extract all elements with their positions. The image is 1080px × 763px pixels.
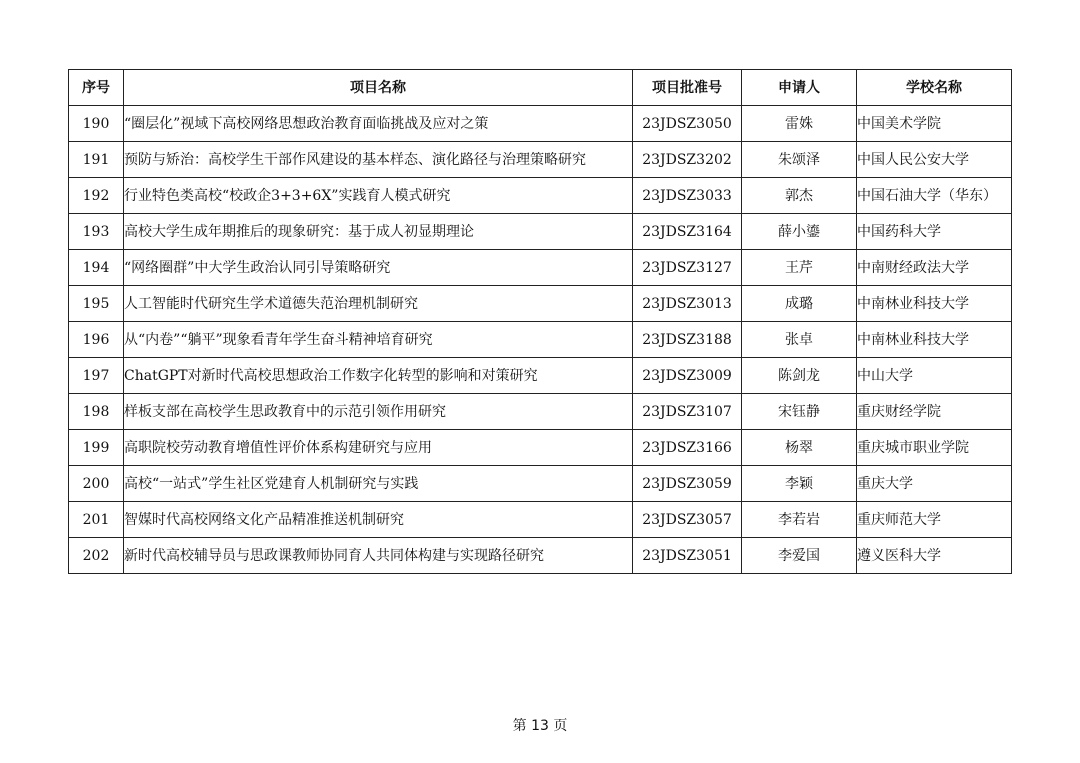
cell-school-name: 中国石油大学（华东） — [857, 178, 1012, 214]
table-row — [69, 178, 1012, 214]
cell-applicant: 杨翠 — [742, 430, 857, 466]
cell-project-name: 智媒时代高校网络文化产品精准推送机制研究 — [124, 502, 633, 538]
cell-approval-number: 23JDSZ3051 — [633, 538, 742, 574]
cell-school-name: 中南林业科技大学 — [857, 322, 1012, 358]
cell-school-name: 中南财经政法大学 — [857, 250, 1012, 286]
cell-project-name: 高校“一站式”学生社区党建育人机制研究与实践 — [124, 466, 633, 502]
table-header-row — [69, 70, 1012, 106]
cell-applicant: 张卓 — [742, 322, 857, 358]
cell-school-name: 重庆城市职业学院 — [857, 430, 1012, 466]
table-row — [69, 250, 1012, 286]
cell-serial: 192 — [69, 178, 124, 214]
table-row — [69, 358, 1012, 394]
cell-applicant: 雷姝 — [742, 106, 857, 142]
cell-school-name: 中国美术学院 — [857, 106, 1012, 142]
table-row — [69, 106, 1012, 142]
cell-serial: 190 — [69, 106, 124, 142]
cell-serial: 191 — [69, 142, 124, 178]
cell-project-name: 行业特色类高校“校政企3+3+6X”实践育人模式研究 — [124, 178, 633, 214]
cell-applicant: 朱颂泽 — [742, 142, 857, 178]
cell-applicant: 郭杰 — [742, 178, 857, 214]
header-approval-number: 项目批准号 — [633, 70, 742, 106]
cell-project-name: “网络圈群”中大学生政治认同引导策略研究 — [124, 250, 633, 286]
header-applicant: 申请人 — [742, 70, 857, 106]
table-row — [69, 214, 1012, 250]
cell-applicant: 成璐 — [742, 286, 857, 322]
cell-serial: 194 — [69, 250, 124, 286]
cell-approval-number: 23JDSZ3009 — [633, 358, 742, 394]
cell-approval-number: 23JDSZ3013 — [633, 286, 742, 322]
project-table — [68, 69, 1012, 574]
header-school-name: 学校名称 — [857, 70, 1012, 106]
cell-approval-number: 23JDSZ3127 — [633, 250, 742, 286]
cell-serial: 195 — [69, 286, 124, 322]
cell-applicant: 李若岩 — [742, 502, 857, 538]
cell-project-name: “圈层化”视域下高校网络思想政治教育面临挑战及应对之策 — [124, 106, 633, 142]
cell-serial: 202 — [69, 538, 124, 574]
cell-project-name: 样板支部在高校学生思政教育中的示范引领作用研究 — [124, 394, 633, 430]
cell-applicant: 陈剑龙 — [742, 358, 857, 394]
table-row — [69, 322, 1012, 358]
cell-applicant: 李颖 — [742, 466, 857, 502]
cell-project-name: 高职院校劳动教育增值性评价体系构建研究与应用 — [124, 430, 633, 466]
cell-school-name: 中南林业科技大学 — [857, 286, 1012, 322]
cell-project-name: 预防与矫治：高校学生干部作风建设的基本样态、演化路径与治理策略研究 — [124, 142, 633, 178]
cell-project-name: 新时代高校辅导员与思政课教师协同育人共同体构建与实现路径研究 — [124, 538, 633, 574]
cell-approval-number: 23JDSZ3059 — [633, 466, 742, 502]
cell-approval-number: 23JDSZ3166 — [633, 430, 742, 466]
header-serial: 序号 — [69, 70, 124, 106]
cell-school-name: 中国人民公安大学 — [857, 142, 1012, 178]
cell-approval-number: 23JDSZ3188 — [633, 322, 742, 358]
table-row — [69, 430, 1012, 466]
cell-approval-number: 23JDSZ3057 — [633, 502, 742, 538]
cell-project-name: 人工智能时代研究生学术道德失范治理机制研究 — [124, 286, 633, 322]
cell-project-name: 高校大学生成年期推后的现象研究：基于成人初显期理论 — [124, 214, 633, 250]
cell-applicant: 王芹 — [742, 250, 857, 286]
cell-approval-number: 23JDSZ3033 — [633, 178, 742, 214]
cell-project-name: ChatGPT对新时代高校思想政治工作数字化转型的影响和对策研究 — [124, 358, 633, 394]
table-row — [69, 466, 1012, 502]
cell-school-name: 重庆财经学院 — [857, 394, 1012, 430]
cell-approval-number: 23JDSZ3202 — [633, 142, 742, 178]
header-project-name: 项目名称 — [124, 70, 633, 106]
cell-school-name: 中国药科大学 — [857, 214, 1012, 250]
table-row — [69, 286, 1012, 322]
cell-serial: 199 — [69, 430, 124, 466]
cell-school-name: 中山大学 — [857, 358, 1012, 394]
table-row — [69, 142, 1012, 178]
cell-applicant: 宋钰静 — [742, 394, 857, 430]
cell-approval-number: 23JDSZ3050 — [633, 106, 742, 142]
cell-serial: 198 — [69, 394, 124, 430]
table-row — [69, 538, 1012, 574]
cell-serial: 196 — [69, 322, 124, 358]
cell-serial: 193 — [69, 214, 124, 250]
page-number: 第 13 页 — [512, 718, 568, 734]
cell-applicant: 薛小鎏 — [742, 214, 857, 250]
cell-serial: 197 — [69, 358, 124, 394]
cell-school-name: 重庆师范大学 — [857, 502, 1012, 538]
cell-approval-number: 23JDSZ3164 — [633, 214, 742, 250]
table-row — [69, 394, 1012, 430]
cell-serial: 201 — [69, 502, 124, 538]
cell-applicant: 李爱国 — [742, 538, 857, 574]
cell-serial: 200 — [69, 466, 124, 502]
cell-project-name: 从“内卷”“躺平”现象看青年学生奋斗精神培育研究 — [124, 322, 633, 358]
cell-school-name: 重庆大学 — [857, 466, 1012, 502]
table-row — [69, 502, 1012, 538]
cell-school-name: 遵义医科大学 — [857, 538, 1012, 574]
cell-approval-number: 23JDSZ3107 — [633, 394, 742, 430]
